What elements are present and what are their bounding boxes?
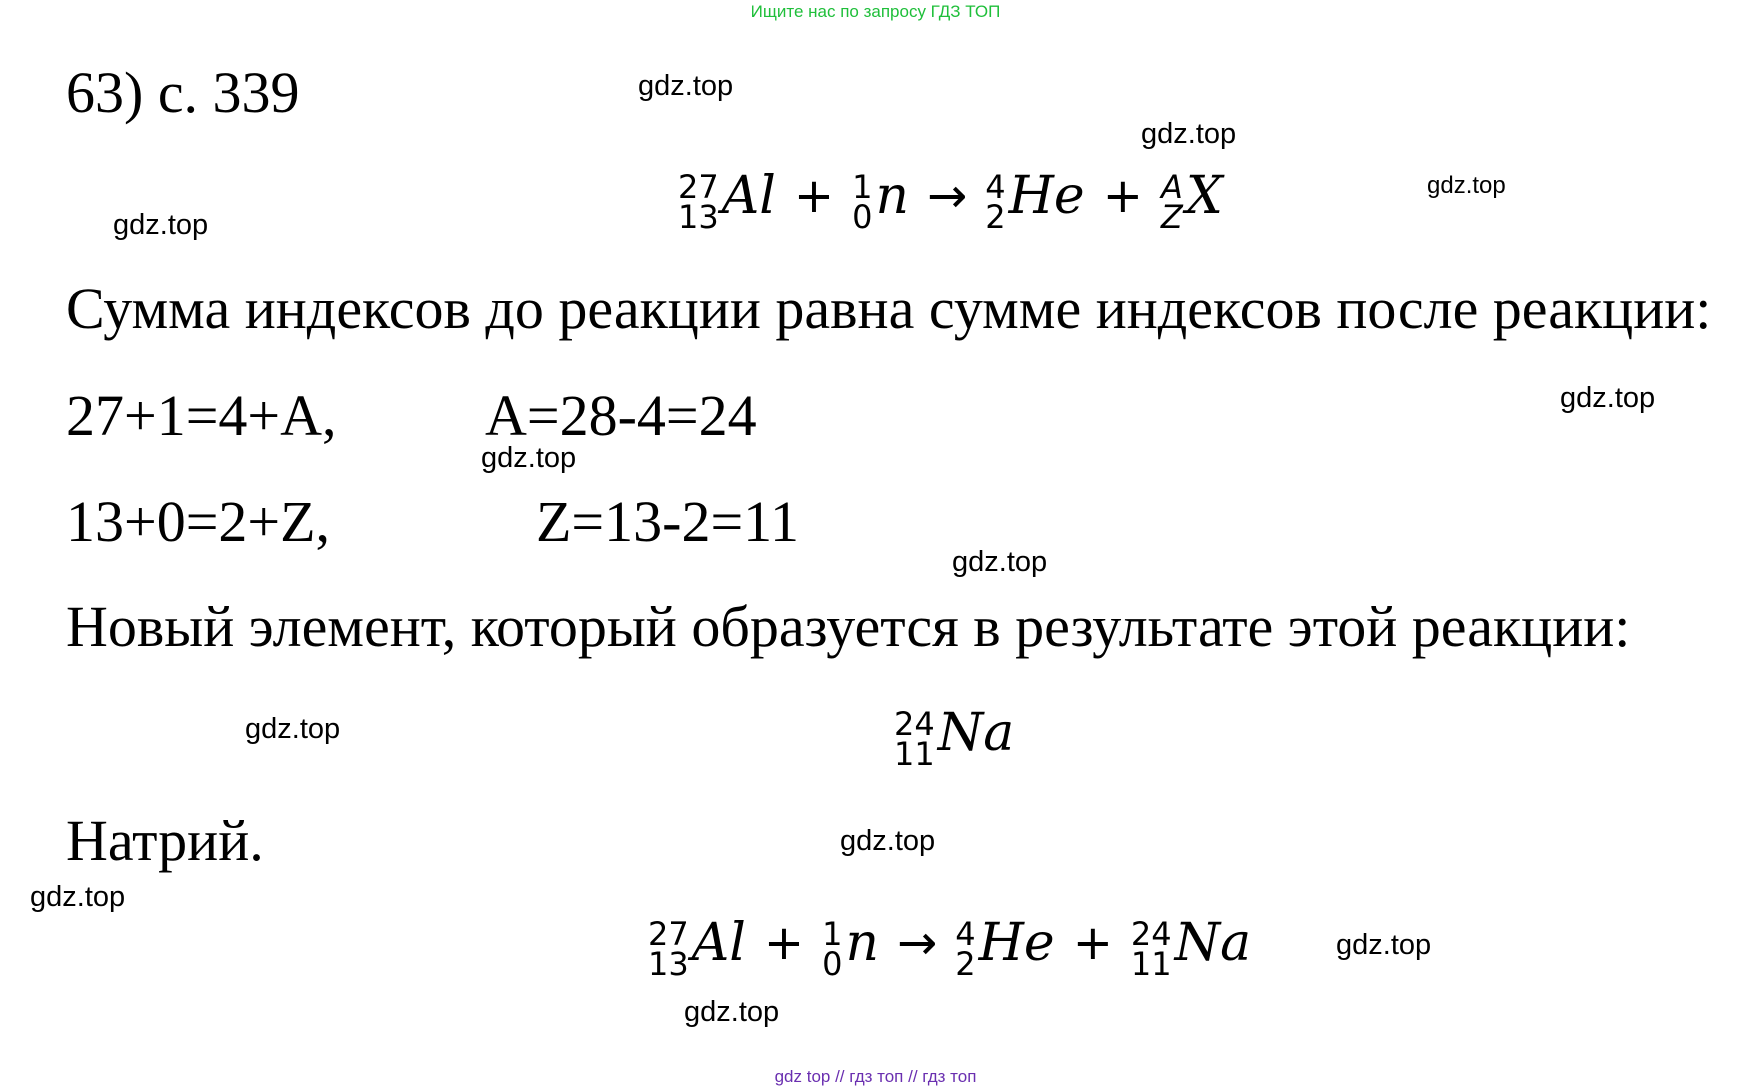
element-symbol: Al xyxy=(691,913,746,973)
element-symbol: X xyxy=(1185,166,1223,226)
element-symbol: n xyxy=(875,166,909,226)
nuclide-aluminium xyxy=(678,166,776,236)
reaction-arrow: → xyxy=(896,915,938,971)
nuclide-sodium xyxy=(1130,913,1252,983)
watermark: gdz.top xyxy=(684,996,780,1028)
plus-sign: + xyxy=(1102,168,1143,224)
conservation-rule-text: Сумма индексов до реакции равна сумме индексов после реакции: xyxy=(66,276,1712,341)
mass-number: 27 xyxy=(678,168,719,206)
mass-result: A=28-4=24 xyxy=(485,383,757,448)
element-symbol: He xyxy=(978,913,1055,973)
mass-equation: 27+1=4+A, xyxy=(66,383,337,448)
mass-number: A xyxy=(1160,168,1183,206)
charge-number: Z xyxy=(1160,198,1183,236)
nuclear-reaction-2 xyxy=(648,913,1252,983)
mass-number: 1 xyxy=(852,168,873,206)
charge-number: 2 xyxy=(985,198,1006,236)
charge-number: 0 xyxy=(852,198,873,236)
reaction-arrow: → xyxy=(926,168,968,224)
nuclide-unknown xyxy=(1160,166,1223,236)
watermark: gdz.top xyxy=(481,442,577,474)
watermark: gdz.top xyxy=(1336,929,1432,961)
nuclear-reaction-1 xyxy=(678,166,1223,236)
element-symbol: Al xyxy=(721,166,776,226)
plus-sign: + xyxy=(1072,915,1113,971)
mass-number: 24 xyxy=(894,705,935,743)
charge-number: 11 xyxy=(894,735,935,773)
nuclide-helium xyxy=(955,913,1055,983)
mass-number: 1 xyxy=(822,915,843,953)
nuclide-neutron xyxy=(852,166,909,236)
charge-number: 13 xyxy=(678,198,719,236)
element-symbol: Na xyxy=(937,703,1015,763)
watermark: gdz.top xyxy=(113,209,209,241)
plus-sign: + xyxy=(793,168,835,224)
charge-equation: 13+0=2+Z, xyxy=(66,489,331,554)
watermark: gdz.top xyxy=(245,713,341,745)
mass-number: 27 xyxy=(648,915,689,953)
watermark: gdz.top xyxy=(1427,172,1506,199)
watermark: gdz.top xyxy=(952,546,1048,578)
element-symbol: n xyxy=(845,913,879,973)
charge-result: Z=13-2=11 xyxy=(536,489,800,554)
charge-number: 2 xyxy=(955,945,976,983)
footer-links: gdz top // гдз топ // гдз топ xyxy=(774,1067,977,1086)
watermark: gdz.top xyxy=(840,825,936,857)
nuclide-neutron xyxy=(822,913,879,983)
charge-number: 0 xyxy=(822,945,843,983)
charge-number: 11 xyxy=(1130,945,1172,983)
top-banner: Ищите нас по запросу ГДЗ ТОП xyxy=(750,2,1001,21)
new-element-text: Новый элемент, который образуется в результате этой реакции: xyxy=(66,594,1631,659)
charge-number: 13 xyxy=(648,945,689,983)
plus-sign: + xyxy=(763,915,805,971)
element-symbol: He xyxy=(1008,166,1085,226)
watermark: gdz.top xyxy=(638,70,734,102)
mass-number: 4 xyxy=(985,168,1006,206)
mass-number: 4 xyxy=(955,915,976,953)
nuclide-helium xyxy=(985,166,1085,236)
problem-heading: 63) с. 339 xyxy=(66,60,300,125)
watermark: gdz.top xyxy=(1141,118,1237,150)
answer-text: Натрий. xyxy=(66,808,264,873)
nuclide-aluminium xyxy=(648,913,746,983)
watermark: gdz.top xyxy=(30,881,126,913)
watermark: gdz.top xyxy=(1560,382,1656,414)
mass-number: 24 xyxy=(1130,915,1172,953)
nuclide-sodium xyxy=(894,703,1015,773)
new-element-nuclide xyxy=(894,703,1015,773)
element-symbol: Na xyxy=(1174,913,1252,973)
